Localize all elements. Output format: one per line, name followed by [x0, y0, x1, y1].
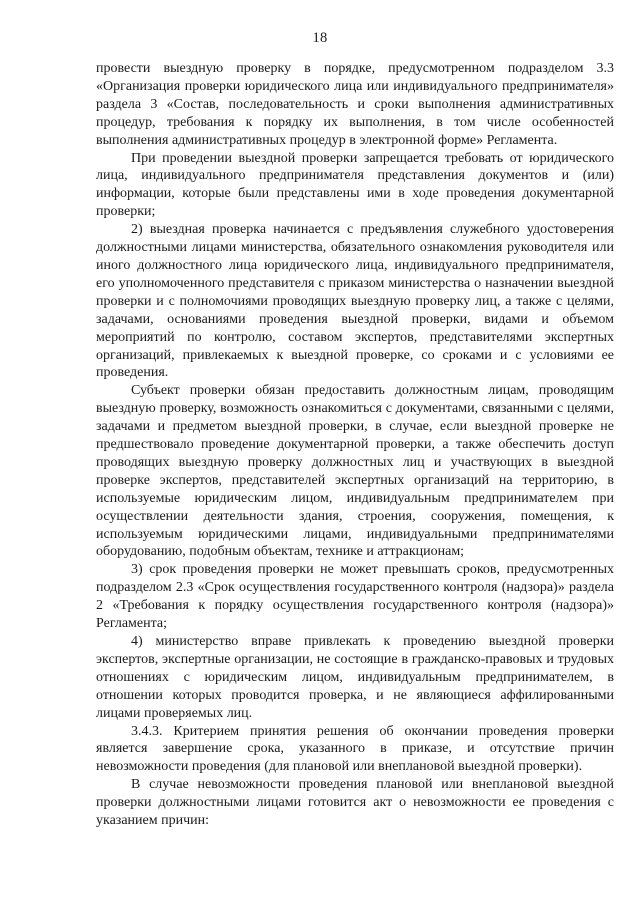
- paragraph-subject-obligations: Субъект проверки обязан предоставить должностным лицам, проводящим выездную проверку, возможность ознакомиться с документами, связанными с целями, задачами и предметом выездной проверки, в случае, если выездной проверке не предшествовало проведение документарной проверки, а также обеспечить доступ проводящих выездную проверку должностных лиц и участвующих в выездной проверке экспертов, представителей экспертных организаций на территорию, в используемые юридическим лицом, индивидуальным предпринимателем при осуществлении деятельности здания, строения, сооружения, помещения, к используемым юридическими лицами, индивидуальными предпринимателями оборудованию, подобным объектам, технике и аттракционам;: [96, 383, 614, 560]
- paragraph-item-4: 4) министерство вправе привлекать к проведению выездной проверки экспертов, экспертные организации, не состоящие в гражданско-правовых и трудовых отношениях с юридическим лицом, индивидуальным предпринимателем, в отношении которых проводится проверка, и не являющиеся аффилированными лицами проверяемых лиц.: [96, 634, 614, 721]
- paragraph-item-2: 2) выездная проверка начинается с предъявления служебного удостоверения должностными лицами министерства, обязательного ознакомления руководителя или иного должностного лица юридического лица, индивидуального предпринимателя, его уполномоченного представителя с приказом министерства о назначении выездной проверки и с полномочиями проводящих выездную проверку лиц, а также с целями, задачами, основаниями проведения выездной проверки, видами и объемом мероприятий по контролю, составом экспертов, представителями экспертных организаций, привлекаемых к выездной проверке, со сроками и с условиями ее проведения.: [96, 222, 614, 381]
- page-number: 18: [312, 30, 328, 46]
- paragraph-continuation: провести выездную проверку в порядке, предусмотренном подразделом 3.3 «Организация проверки юридического лица или индивидуального предпринимателя» раздела 3 «Состав, последовательность и сроки выполнения административных процедур, требования к порядку их выполнения, в том числе особенностей выполнения административных процедур в электронной форме» Регламента.: [96, 61, 614, 148]
- paragraph-item-3: 3) срок проведения проверки не может превышать сроков, предусмотренных подразделом 2.3 «Срок осуществления государственного контроля (надзора)» раздела 2 «Требования к порядку осуществления государственного контроля (надзора)» Регламента;: [96, 562, 614, 632]
- document-body: [96, 60, 614, 830]
- paragraph-3-4-3: 3.4.3. Критерием принятия решения об окончании проведения проверки является завершение срока, указанного в приказе, и отсутствие причин невозможности проведения (для плановой или внеплановой выездной проверки).: [96, 723, 614, 775]
- paragraph-impossibility: В случае невозможности проведения плановой или внеплановой выездной проверки должностными лицами готовится акт о невозможности ее проведения с указанием причин:: [96, 777, 614, 829]
- paragraph-documents-prohibition: При проведении выездной проверки запрещается требовать от юридического лица, индивидуального предпринимателя представления документов и (или) информации, которые были представлены ими в ходе проведения документарной проверки;: [96, 150, 614, 220]
